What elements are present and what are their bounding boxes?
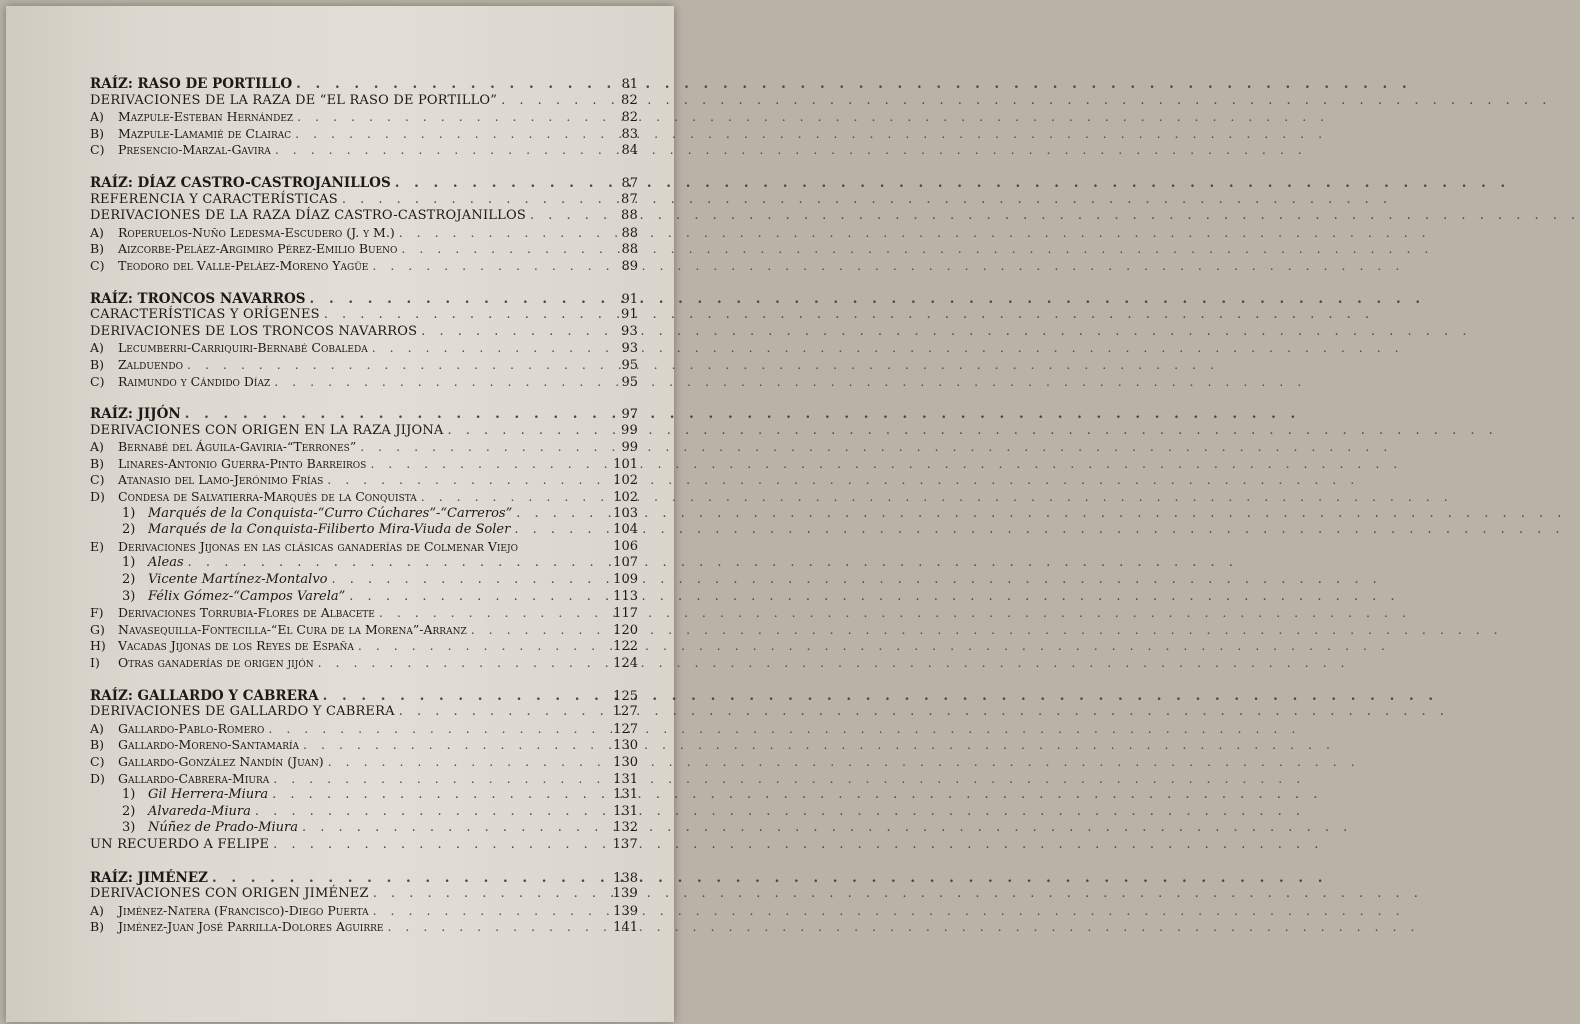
entry-label: Vicente Martínez-Montalvo [148,572,328,588]
dot-leader [444,423,604,440]
toc-entry [90,142,638,159]
toc-section [90,406,638,672]
entry-marker: B) [90,455,105,471]
toc-entry [90,886,638,903]
entry-marker: E) [90,538,105,554]
entry-marker: B) [90,737,105,753]
dot-leader [467,622,604,639]
entry-label: Condesa de Salvatierra-Marqués de la Conquista [118,489,417,505]
dot-leader [369,886,604,903]
dot-leader [314,655,604,672]
dot-leader [368,340,604,357]
dot-leader [526,208,604,225]
dot-leader [269,771,604,788]
dot-leader [338,192,604,209]
dot-leader [306,291,604,308]
dot-leader [356,439,604,456]
toc-entry [90,837,638,854]
page-number: 130 [613,738,638,754]
entry-marker: A) [90,340,104,356]
entry-marker: C) [90,257,105,273]
entry-label: Félix Gómez-“Campos Varela” [148,588,346,604]
page-number: 109 [613,572,638,588]
dot-leader [397,241,604,258]
page-number: 84 [621,143,638,159]
page-number: 141 [613,920,638,936]
page-number: 107 [613,555,638,571]
entry-label: Derivaciones Torrubia-Flores de Albacete [118,605,375,621]
entry-marker: C) [90,373,105,389]
dot-leader [512,506,604,523]
page-number: 102 [613,473,638,489]
entry-label: Gallardo-Pablo-Romero [118,720,265,736]
dot-leader [391,175,604,192]
page-number: 139 [613,903,638,919]
toc-entry [90,192,638,209]
toc-subentry [90,555,638,572]
entry-marker: C) [90,142,105,158]
toc-entry [90,721,638,738]
dot-leader [184,555,604,572]
page-number: 122 [613,639,638,655]
dot-leader [268,787,604,804]
page-number: 104 [613,522,638,538]
entry-label: Marqués de la Conquista-Filiberto Mira-Viuda de Soler [148,522,511,538]
toc-subentry [90,787,638,804]
page-number: 101 [613,456,638,472]
toc-entry [90,919,638,936]
toc-entry [90,109,638,126]
entry-marker: B) [90,125,105,141]
entry-marker: A) [90,439,104,455]
entry-label: DERIVACIONES DE LA RAZA DE “EL RASO DE PORTILLO” [90,92,498,108]
page-number: 125 [613,688,638,704]
toc-entry [90,423,638,440]
entry-label: Mazpule-Lamamié de Clairac [118,125,292,141]
entry-label: Roperuelos-Nuño Ledesma-Escudero (J. y M.) [118,224,395,240]
book-page [6,6,674,1022]
toc-entry [90,307,638,324]
entry-label: Zalduendo [118,356,184,372]
entry-label: Derivaciones Jijonas en las clásicas ganaderías de Colmenar Viejo [118,538,518,554]
toc-entry [90,704,638,721]
toc-entry [90,340,638,357]
page-number: 91 [621,307,638,323]
page-number: 88 [621,225,638,241]
dot-leader [368,258,604,275]
toc-section [90,175,638,275]
dot-leader [375,605,604,622]
page-number: 89 [621,258,638,274]
page-number: 131 [613,787,638,803]
page-number: 95 [621,374,638,390]
toc-entry [90,208,638,225]
entry-label: Mazpule-Esteban Hernández [118,109,294,125]
dot-leader [299,737,604,754]
dot-leader [271,142,604,159]
dot-leader [354,638,604,655]
page-number: 103 [613,505,638,521]
entry-label: Jiménez-Juan José Parrilla-Dolores Aguirre [118,919,384,935]
entry-label: DERIVACIONES DE GALLARDO Y CABRERA [90,704,395,720]
entry-label: Linares-Antonio Guerra-Pinto Barreiros [118,455,367,471]
dot-leader [291,126,604,143]
toc-entry [90,93,638,110]
heading-label: RAÍZ: JIMÉNEZ [90,869,208,886]
heading-label: RAÍZ: RASO DE PORTILLO [90,76,293,92]
page-number: 127 [612,704,638,720]
toc-entry [90,324,638,341]
toc-entry [90,903,638,920]
entry-marker: 3) [122,820,136,836]
dot-leader [383,919,604,936]
page-number: 131 [613,803,638,819]
heading-label: RAÍZ: DÍAZ CASTRO-CASTROJANILLOS [90,174,391,191]
entry-label: DERIVACIONES CON ORIGEN EN LA RAZA JIJONA [90,422,444,438]
toc-section [90,688,638,854]
entry-label: Gallardo-González Nandín (Juan) [118,753,324,769]
toc-subentry [90,804,638,821]
dot-leader [269,837,604,854]
toc-entry [90,737,638,754]
table-of-contents [90,76,638,952]
dot-leader [251,804,604,821]
toc-section [90,870,638,936]
dot-leader [497,93,604,110]
entry-marker: C) [90,753,105,769]
entry-marker: B) [90,919,105,935]
entry-marker: 2) [122,572,136,588]
toc-entry [90,605,638,622]
heading-label: RAÍZ: TRONCOS NAVARROS [90,290,306,307]
page-number: 99 [621,440,638,456]
toc-entry [90,258,638,275]
toc-entry [90,771,638,788]
page-number: 113 [613,588,638,604]
dot-leader [328,572,605,589]
entry-label: Gallardo-Moreno-Santamaría [118,737,300,753]
entry-label: Atanasio del Lamo-Jerónimo Frías [118,472,324,488]
page-number: 88 [621,242,638,258]
entry-marker: 1) [122,505,136,521]
page-number: 117 [613,606,638,622]
entry-marker: I) [90,655,100,670]
dot-leader [417,489,604,506]
toc-entry [90,655,638,672]
page-number: 102 [613,490,638,506]
section-heading [90,291,638,308]
entry-marker: A) [90,224,104,240]
entry-label: DERIVACIONES CON ORIGEN JIMÉNEZ [90,886,369,902]
dot-leader [319,688,604,705]
entry-marker: 2) [122,803,136,819]
toc-entry [90,754,638,771]
page-number: 81 [621,77,638,92]
entry-label: Vacadas Jijonas de los Reyes de España [118,638,354,654]
page-number: 82 [621,110,638,126]
page-number: 83 [621,126,638,142]
page-number: 93 [621,323,638,339]
page-number: 139 [612,886,638,902]
entry-marker: F) [90,605,104,621]
entry-marker: 3) [122,588,136,604]
dot-leader [324,754,604,771]
dot-leader [366,456,604,473]
page-number: 87 [621,191,638,207]
toc-entry [90,225,638,242]
entry-label: Gallardo-Cabrera-Miura [118,770,270,786]
entry-marker: D) [90,770,105,786]
entry-label: DERIVACIONES DE LOS TRONCOS NAVARROS [90,323,418,339]
dot-leader [320,307,604,324]
entry-marker: B) [90,241,105,257]
dot-leader [345,589,604,606]
dot-leader [293,109,604,126]
page-number: 97 [621,407,638,423]
dot-leader [208,870,604,887]
entry-marker: A) [90,720,104,736]
page-number: 88 [621,208,638,224]
toc-section [90,76,638,159]
toc-subentry [90,572,638,589]
page-number: 95 [621,357,638,373]
dot-leader [369,903,604,920]
dot-leader [417,324,604,341]
dot-leader [395,704,604,721]
dot-leader [510,522,604,539]
toc-entry [90,126,638,143]
entry-label: Bernabé del Águila-Gaviria-“Terrones” [118,439,357,455]
page-number: 138 [613,870,638,886]
page-number: 87 [621,175,638,191]
entry-marker: H) [90,638,106,654]
dot-leader [183,357,604,374]
entry-label: Aleas [148,555,184,571]
entry-label: Núñez de Prado-Miura [148,820,299,836]
entry-marker: G) [90,621,105,637]
entry-label: Raimundo y Cándido Díaz [118,373,271,389]
heading-label: RAÍZ: GALLARDO Y CABRERA [90,687,319,704]
dot-leader [298,820,604,837]
page-number: 130 [613,754,638,770]
entry-label: Alvareda-Miura [148,803,251,819]
page-number: 106 [613,538,638,554]
entry-label: Aizcorbe-Peláez-Argimiro Pérez-Emilio Bueno [118,241,398,257]
toc-subentry [90,589,638,606]
toc-section [90,291,638,391]
entry-marker: C) [90,472,105,488]
dot-leader [181,406,604,423]
page-number: 137 [612,836,638,852]
page-number: 99 [621,422,638,438]
toc-entry [90,539,638,556]
entry-marker: 1) [122,787,136,803]
entry-label: Marqués de la Conquista-“Curro Cúchares”-“Carreros” [148,505,513,521]
page-number: 91 [621,291,638,307]
entry-label: Jiménez-Natera (Francisco)-Diego Puerta [118,902,369,918]
toc-entry [90,241,638,258]
page-number: 93 [621,341,638,357]
toc-entry [90,472,638,489]
entry-marker: D) [90,489,105,505]
entry-label: DERIVACIONES DE LA RAZA DÍAZ CASTRO-CASTROJANILLOS [90,208,526,224]
page-number: 124 [613,656,638,671]
entry-label: CARACTERÍSTICAS Y ORÍGENES [90,307,320,323]
entry-label: REFERENCIA Y CARACTERÍSTICAS [90,191,338,207]
page-number: 120 [613,622,638,638]
entry-marker: A) [90,109,104,125]
entry-marker: 2) [122,522,136,538]
entry-marker: B) [90,356,105,372]
page-number: 82 [621,92,638,108]
dot-leader [264,721,604,738]
dot-leader [323,472,604,489]
page-number: 127 [613,721,638,737]
heading-label: RAÍZ: JIJÓN [90,406,181,423]
toc-entry [90,489,638,506]
toc-entry [90,456,638,473]
page-number: 132 [613,820,638,836]
dot-leader [395,225,604,242]
dot-leader [292,76,604,93]
toc-subentry [90,506,638,523]
entry-label: Gil Herrera-Miura [148,787,269,803]
section-heading [90,76,638,93]
toc-entry [90,622,638,639]
section-heading [90,175,638,192]
page-number: 131 [613,771,638,787]
entry-label: Otras ganaderías de origen jijón [118,655,314,670]
entry-label: Navasequilla-Fontecilla-“El Cura de la Morena”-Arranz [118,621,467,637]
section-heading [90,870,638,887]
dot-leader [270,374,604,391]
entry-marker: A) [90,902,104,918]
toc-subentry [90,522,638,539]
toc-subentry [90,820,638,837]
section-heading [90,406,638,423]
toc-entry [90,374,638,391]
toc-entry [90,439,638,456]
entry-label: Lecumberri-Carriquiri-Bernabé Cobaleda [118,340,368,356]
toc-entry [90,357,638,374]
section-heading [90,688,638,705]
entry-label: Teodoro del Valle-Peláez-Moreno Yagüe [118,257,369,273]
entry-label: Presencio-Marzal-Gavira [118,142,271,158]
entry-marker: 1) [122,555,136,571]
toc-entry [90,638,638,655]
entry-label: UN RECUERDO A FELIPE [90,836,270,852]
